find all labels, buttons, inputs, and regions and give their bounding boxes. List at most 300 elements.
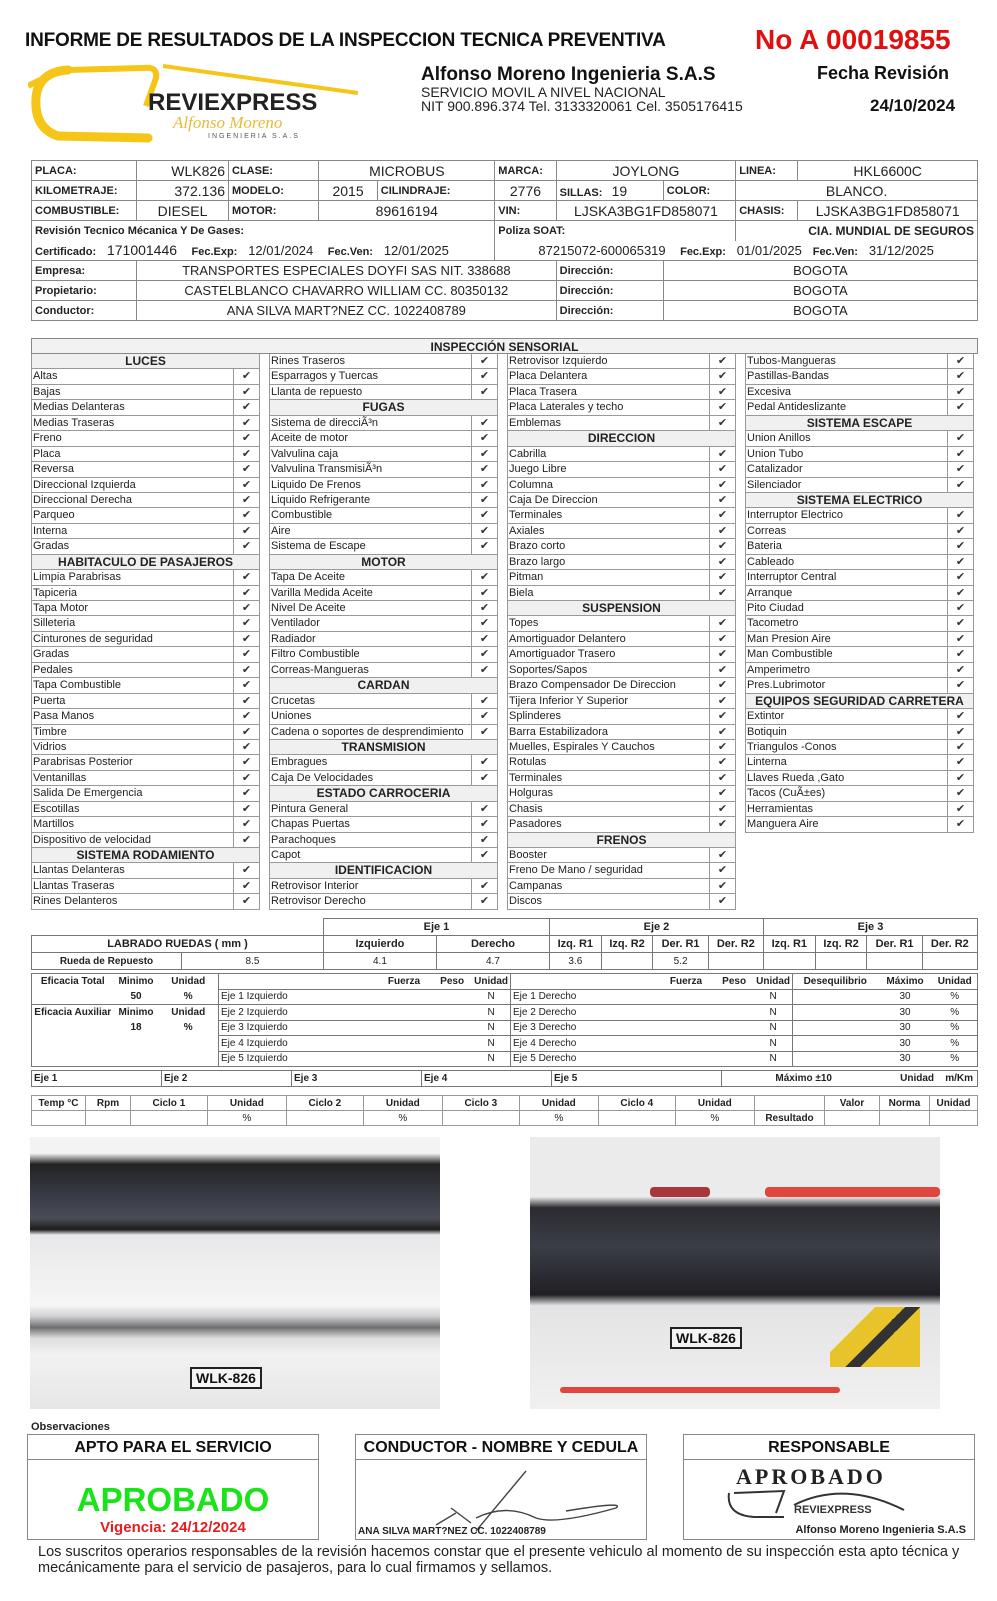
ciclo2-h: Ciclo 2 [286,1096,363,1111]
checkmark-icon: ✔ [233,755,260,769]
checklist-item-label: Tapa De Aceite [269,570,471,584]
checkmark-icon: ✔ [709,400,736,414]
checklist-item-label: Axiales [507,524,709,538]
checklist-item-label: Amortiguador Delantero [507,632,709,646]
vehicle-rear-photo [530,1137,940,1409]
checklist-item-label: Pedal Antideslizante [745,400,947,414]
checkmark-icon: ✔ [233,833,260,847]
checkmark-icon: ✔ [709,616,736,630]
checkmark-icon: ✔ [709,524,736,538]
checklist-item-label: Chapas Puertas [269,817,471,831]
label-rtm: Revisión Tecnico Mécanica Y De Gases: [32,221,495,241]
ciclo2-val [286,1111,363,1126]
checkmark-icon: ✔ [233,894,260,908]
ef-total-min: 50 [130,991,142,1002]
checklist-item [269,755,498,770]
checklist-item [507,755,736,770]
conductor-sig-title: CONDUCTOR - NOMBRE Y CEDULA [356,1435,646,1460]
ciclo3-h: Ciclo 3 [442,1096,519,1111]
checkmark-icon: ✔ [947,817,974,831]
checkmark-icon: ✔ [471,694,498,708]
checkmark-icon: ✔ [947,570,974,584]
result-blank-h [755,1096,825,1111]
ef-total-unit-label: Unidad [159,974,219,990]
ef-blank [114,1051,159,1067]
checklist-item-label: Parachoques [269,833,471,847]
checkmark-icon: ✔ [947,663,974,677]
ef-aux-unit-label: Unidad [159,1005,219,1021]
document-number: No A 00019855 [755,24,951,55]
checkmark-icon: ✔ [471,493,498,507]
label-vin: VIN: [495,201,556,221]
checkmark-icon: ✔ [947,632,974,646]
deseq-value [793,1005,878,1021]
vigencia: Vigencia: 24/12/2024 [100,1519,246,1536]
checklist-item [507,848,736,863]
sensorial-column-2 [269,354,498,910]
value-sillas: 19 [611,182,628,199]
ef-aux-min: 18 [130,1022,142,1034]
align-unit-label: Unidad [900,1073,934,1084]
checklist-item-label: Tapa Motor [31,601,233,615]
brake-left-peso [432,1020,472,1036]
value-propietario: CASTELBLANCO CHAVARRO WILLIAM CC. 80350132 [137,281,557,301]
sensorial-column-3 [507,354,736,910]
unidad3-val: % [519,1111,598,1126]
checklist-item-label: Discos [507,894,709,908]
deseq-max: 30 [878,989,933,1005]
checklist-item [507,647,736,662]
checkmark-icon: ✔ [233,431,260,445]
valor-h: Valor [825,1096,880,1111]
unidad5-h: Unidad [930,1096,978,1111]
checklist-item [31,863,260,878]
checklist-item [745,786,974,801]
checkmark-icon: ✔ [709,632,736,646]
brake-right-unit: N [754,1051,792,1067]
label-clase: CLASE: [229,161,319,181]
ef-total-blank [32,989,114,1005]
section-header: FRENOS [507,833,736,848]
checkmark-icon: ✔ [709,848,736,862]
label-soat-exp: Fec.Exp: [680,245,726,258]
checklist-item [269,879,498,894]
checkmark-icon: ✔ [709,369,736,383]
brake-left-peso [432,1051,472,1067]
checklist-item [31,802,260,817]
checkmark-icon: ✔ [233,462,260,476]
checkmark-icon: ✔ [709,863,736,877]
ciclo4-val [598,1111,675,1126]
checklist-item [745,709,974,724]
tread-e3-izqr1 [763,953,815,970]
checklist-item-label: Juego Libre [507,462,709,476]
checklist-item [31,416,260,431]
checkmark-icon: ✔ [471,354,498,368]
ef-blank [32,1051,114,1067]
checklist-item [31,524,260,539]
checkmark-icon: ✔ [709,802,736,816]
checkmark-icon: ✔ [233,694,260,708]
value-placa: WLK826 [137,161,229,181]
checklist-item-label: Salida De Emergencia [31,786,233,800]
checkmark-icon: ✔ [471,894,498,908]
temp-val [32,1111,86,1126]
checklist-item-label: Emblemas [507,416,709,430]
checklist-item [507,400,736,415]
checklist-item-label: Columna [507,478,709,492]
checklist-item [507,694,736,709]
checklist-item-label: Amperimetro [745,663,947,677]
checklist-item [507,786,736,801]
tread-e3-izqr1-h: Izq. R1 [763,936,815,953]
checklist-item-label: Parqueo [31,508,233,522]
value-dir-propietario: BOGOTA [663,281,977,301]
label-marca: MARCA: [495,161,556,181]
checklist-item [269,709,498,724]
checklist-item-label: Catalizador [745,462,947,476]
checkmark-icon: ✔ [233,586,260,600]
right-unit-h: Unidad [754,974,792,990]
brake-right-peso [714,1051,754,1067]
value-rtm-exp: 12/01/2024 [248,243,314,259]
checklist-item [31,462,260,477]
left-unit-h: Unidad [472,974,510,990]
checkmark-icon: ✔ [947,586,974,600]
checkmark-icon: ✔ [709,755,736,769]
checkmark-icon: ✔ [233,786,260,800]
company-details [421,85,743,113]
checklist-item [269,632,498,647]
checklist-item-label: Sistema de direcciÃ³n [269,416,471,430]
brake-left-axle: Eje 4 Izquierdo [219,1036,433,1052]
checklist-item [31,647,260,662]
rpm-h: Rpm [86,1096,131,1111]
label-sillas: SILLAS: [559,186,603,199]
checklist-item [745,663,974,678]
checkmark-icon: ✔ [233,863,260,877]
checklist-item-label: Llanta de repuesto [269,385,471,399]
checklist-item-label: Ventanillas [31,771,233,785]
checklist-item-label: Pedales [31,663,233,677]
checklist-item [269,802,498,817]
checkmark-icon: ✔ [233,632,260,646]
checkmark-icon: ✔ [233,709,260,723]
checkmark-icon: ✔ [709,694,736,708]
ciclo1-h: Ciclo 1 [131,1096,208,1111]
brake-right-unit: N [754,1005,792,1021]
checklist-item [31,755,260,770]
checklist-item-label: Brazo corto [507,539,709,553]
checkmark-icon: ✔ [471,586,498,600]
checklist-item-label: Altas [31,369,233,383]
checklist-item-label: Holguras [507,786,709,800]
checklist-item [745,632,974,647]
value-kilometraje: 372.136 [137,181,229,201]
checklist-item [31,369,260,384]
checklist-item-label: Caja De Direccion [507,493,709,507]
checklist-item-label: Vidrios [31,740,233,754]
checklist-item-label: Tapa Combustible [31,678,233,692]
checklist-item-label: Interruptor Electrico [745,508,947,522]
checkmark-icon: ✔ [709,678,736,692]
checklist-item [507,632,736,647]
brake-left-unit: N [472,989,510,1005]
tread-e2-izqr2 [601,953,653,970]
checklist-item [745,616,974,631]
checklist-item-label: Gradas [31,647,233,661]
checklist-item-label: Aire [269,524,471,538]
checkmark-icon: ✔ [947,555,974,569]
section-header: TRANSMISION [269,740,498,755]
ef-total-min-label: Minimo [118,976,154,987]
checklist-item [745,478,974,493]
checklist-item-label: Union Tubo [745,447,947,461]
label-certificado: Certificado: [35,246,97,259]
brake-left-axle: Eje 2 Izquierdo [219,1005,433,1021]
brake-left-peso [432,1005,472,1021]
label-motor: MOTOR: [229,201,319,221]
deseq-max: 30 [878,1005,933,1021]
checklist-item [507,385,736,400]
tread-e2-derr1-h: Der. R1 [653,936,708,953]
checklist-item [269,771,498,786]
checklist-item-label: Placa Trasera [507,385,709,399]
label-dir-propietario: Dirección: [556,281,663,301]
checklist-item-label: Tapiceria [31,586,233,600]
checklist-item-label: Freno [31,431,233,445]
checklist-item [269,478,498,493]
checklist-item-label: Varilla Medida Aceite [269,586,471,600]
checklist-item-label: Man Combustible [745,647,947,661]
checklist-item [31,400,260,415]
tread-e3-derr1 [867,953,922,970]
value-soat-exp: 01/01/2025 [736,242,802,258]
brake-right-unit: N [754,1036,792,1052]
checkmark-icon: ✔ [233,647,260,661]
tread-e2-izqr1-h: Izq. R1 [549,936,601,953]
checkmark-icon: ✔ [471,755,498,769]
checklist-item [269,570,498,585]
checkmark-icon: ✔ [471,478,498,492]
brake-left-peso [432,989,472,1005]
checklist-item [269,817,498,832]
value-clase: MICROBUS [319,161,495,181]
checkmark-icon: ✔ [947,400,974,414]
checkmark-icon: ✔ [471,369,498,383]
checklist-item-label: Tacos (CuÃ±es) [745,786,947,800]
deseq-unit: % [933,989,978,1005]
checkmark-icon: ✔ [947,802,974,816]
brake-right-unit: N [754,1020,792,1036]
checklist-item-label: Tijera Inferior Y Superior [507,694,709,708]
checkmark-icon: ✔ [471,879,498,893]
checkmark-icon: ✔ [947,601,974,615]
align-eje1: Eje 1 [32,1071,162,1086]
value-combustible: DIESEL [137,201,229,221]
checkmark-icon: ✔ [233,400,260,414]
label-soat: Poliza SOAT: [495,221,736,241]
checklist-item [31,817,260,832]
checklist-item [31,740,260,755]
checkmark-icon: ✔ [947,771,974,785]
checklist-item [507,586,736,601]
checkmark-icon: ✔ [233,524,260,538]
checklist-item [507,663,736,678]
brake-right-axle: Eje 5 Derecho [511,1051,715,1067]
unidad3-h: Unidad [519,1096,598,1111]
brake-left-axle: Eje 3 Izquierdo [219,1020,433,1036]
checklist-item [31,586,260,601]
checkmark-icon: ✔ [233,771,260,785]
checkmark-icon: ✔ [947,478,974,492]
checkmark-icon: ✔ [709,817,736,831]
value-dir-empresa: BOGOTA [663,261,977,281]
checklist-item [507,616,736,631]
tread-depth-table [31,918,978,970]
checklist-item-label: Extintor [745,709,947,723]
max-h: Máximo [886,975,924,987]
checklist-item-label: Campanas [507,879,709,893]
report-title: INFORME DE RESULTADOS DE LA INSPECCION TECNICA PREVENTIVA [25,30,666,51]
unidad1-val: % [207,1111,286,1126]
checklist-item-label: Llantas Traseras [31,879,233,893]
checklist-item [31,786,260,801]
checklist-item-label: Pito Ciudad [745,601,947,615]
checklist-item [745,725,974,740]
checklist-item-label: Cabrilla [507,447,709,461]
tread-e2-derr1: 5.2 [653,953,708,970]
checkmark-icon: ✔ [233,879,260,893]
checklist-item-label: Terminales [507,508,709,522]
checklist-item [507,894,736,909]
checklist-item-label: Splinderes [507,709,709,723]
ef-blank [32,1036,114,1052]
checklist-item-label: Interna [31,524,233,538]
checklist-item [269,848,498,863]
checkmark-icon: ✔ [471,508,498,522]
deseq-value [793,1036,878,1052]
left-fuerza-h: Fuerza [387,975,421,987]
deseq-unit: % [933,1051,978,1067]
value-cilindraje: 2776 [495,181,556,201]
checklist-item [745,354,974,369]
checklist-item-label: Ventilador [269,616,471,630]
checklist-item-label: Chasis [507,802,709,816]
checklist-item [745,431,974,446]
checkmark-icon: ✔ [233,570,260,584]
checklist-item [31,570,260,585]
rtm-row [32,241,495,261]
checklist-item-label: Valvulina TransmisiÃ³n [269,462,471,476]
checklist-item [507,802,736,817]
checklist-item [745,369,974,384]
unidad5-val [930,1111,978,1126]
checklist-item [507,478,736,493]
deseq-unit: % [933,1005,978,1021]
sensorial-inspection [31,338,978,910]
checkmark-icon: ✔ [947,524,974,538]
checklist-item-label: Direccional Derecha [31,493,233,507]
checklist-item-label: Excesiva [745,385,947,399]
checklist-item-label: Retrovisor Derecho [269,894,471,908]
value-certificado: 171001446 [106,242,178,259]
value-chasis: LJSKA3BG1FD858071 [798,201,978,221]
checkmark-icon: ✔ [947,447,974,461]
ef-total-unit: % [159,989,219,1005]
tread-e2-izqr2-h: Izq. R2 [601,936,653,953]
checklist-item [269,462,498,477]
disclaimer: Los suscritos operarios responsables de la revisión hacemos constar que el presente vehiculo al momento de su inspección esta apto técnica y mecánicamente para el servicio de pasajeros, para lo cual firmamos y sellamos. [38,1544,960,1576]
checklist-item-label: Parabrisas Posterior [31,755,233,769]
checklist-item-label: Rotulas [507,755,709,769]
checklist-item-label: Topes [507,616,709,630]
label-rtm-exp: Fec.Exp: [191,246,238,259]
checklist-item-label: Pitman [507,570,709,584]
checklist-item [31,447,260,462]
checklist-item-label: Aceite de motor [269,431,471,445]
front-plate: WLK-826 [190,1367,262,1389]
checkmark-icon: ✔ [471,709,498,723]
signature-icon [416,1463,636,1533]
sensorial-title: INSPECCIÓN SENSORIAL [31,338,978,354]
checklist-item-label: Gradas [31,539,233,553]
brake-right-peso [714,989,754,1005]
checkmark-icon: ✔ [233,616,260,630]
temp-h: Temp °C [32,1096,86,1111]
checkmark-icon: ✔ [471,524,498,538]
company-name: Alfonso Moreno Ingenieria S.A.S [421,64,716,85]
checklist-item [269,416,498,431]
brake-left-axle: Eje 1 Izquierdo [219,989,433,1005]
checkmark-icon: ✔ [233,802,260,816]
section-header: LUCES [31,354,260,369]
section-header: CARDAN [269,678,498,693]
tread-e3-izqr2 [815,953,867,970]
ef-aux-label: Eficacia Auxiliar [32,1005,114,1021]
checklist-item [269,385,498,400]
tread-e3-izqr2-h: Izq. R2 [815,936,867,953]
norma-val [880,1111,930,1126]
unidad4-h: Unidad [675,1096,754,1111]
deseq-value [793,1020,878,1036]
checklist-item-label: Capot [269,848,471,862]
checklist-item-label: Pintura General [269,802,471,816]
ef-aux-min-label: Minimo [114,1005,159,1021]
section-header: DIRECCION [507,431,736,446]
soat-row [495,241,978,261]
norma-h: Norma [880,1096,930,1111]
checkmark-icon: ✔ [471,725,498,739]
checkmark-icon: ✔ [709,555,736,569]
checklist-item-label: Reversa [31,462,233,476]
ciclo4-h: Ciclo 4 [598,1096,675,1111]
checklist-item [31,632,260,647]
svg-text:Alfonso Moreno: Alfonso Moreno [173,113,283,132]
tread-e2-izqr1: 3.6 [549,953,601,970]
checklist-item-label: Muelles, Espirales Y Cauchos [507,740,709,754]
brake-right-axle: Eje 1 Derecho [511,989,715,1005]
checklist-item-label: Dispositivo de velocidad [31,833,233,847]
stamp-aprobado: APROBADO [736,1464,886,1489]
checklist-item [507,771,736,786]
checklist-item-label: Booster [507,848,709,862]
brake-left-unit: N [472,1036,510,1052]
checklist-item [745,555,974,570]
checkmark-icon: ✔ [947,431,974,445]
checklist-item-label: Combustible [269,508,471,522]
checklist-item-label: Herramientas [745,802,947,816]
